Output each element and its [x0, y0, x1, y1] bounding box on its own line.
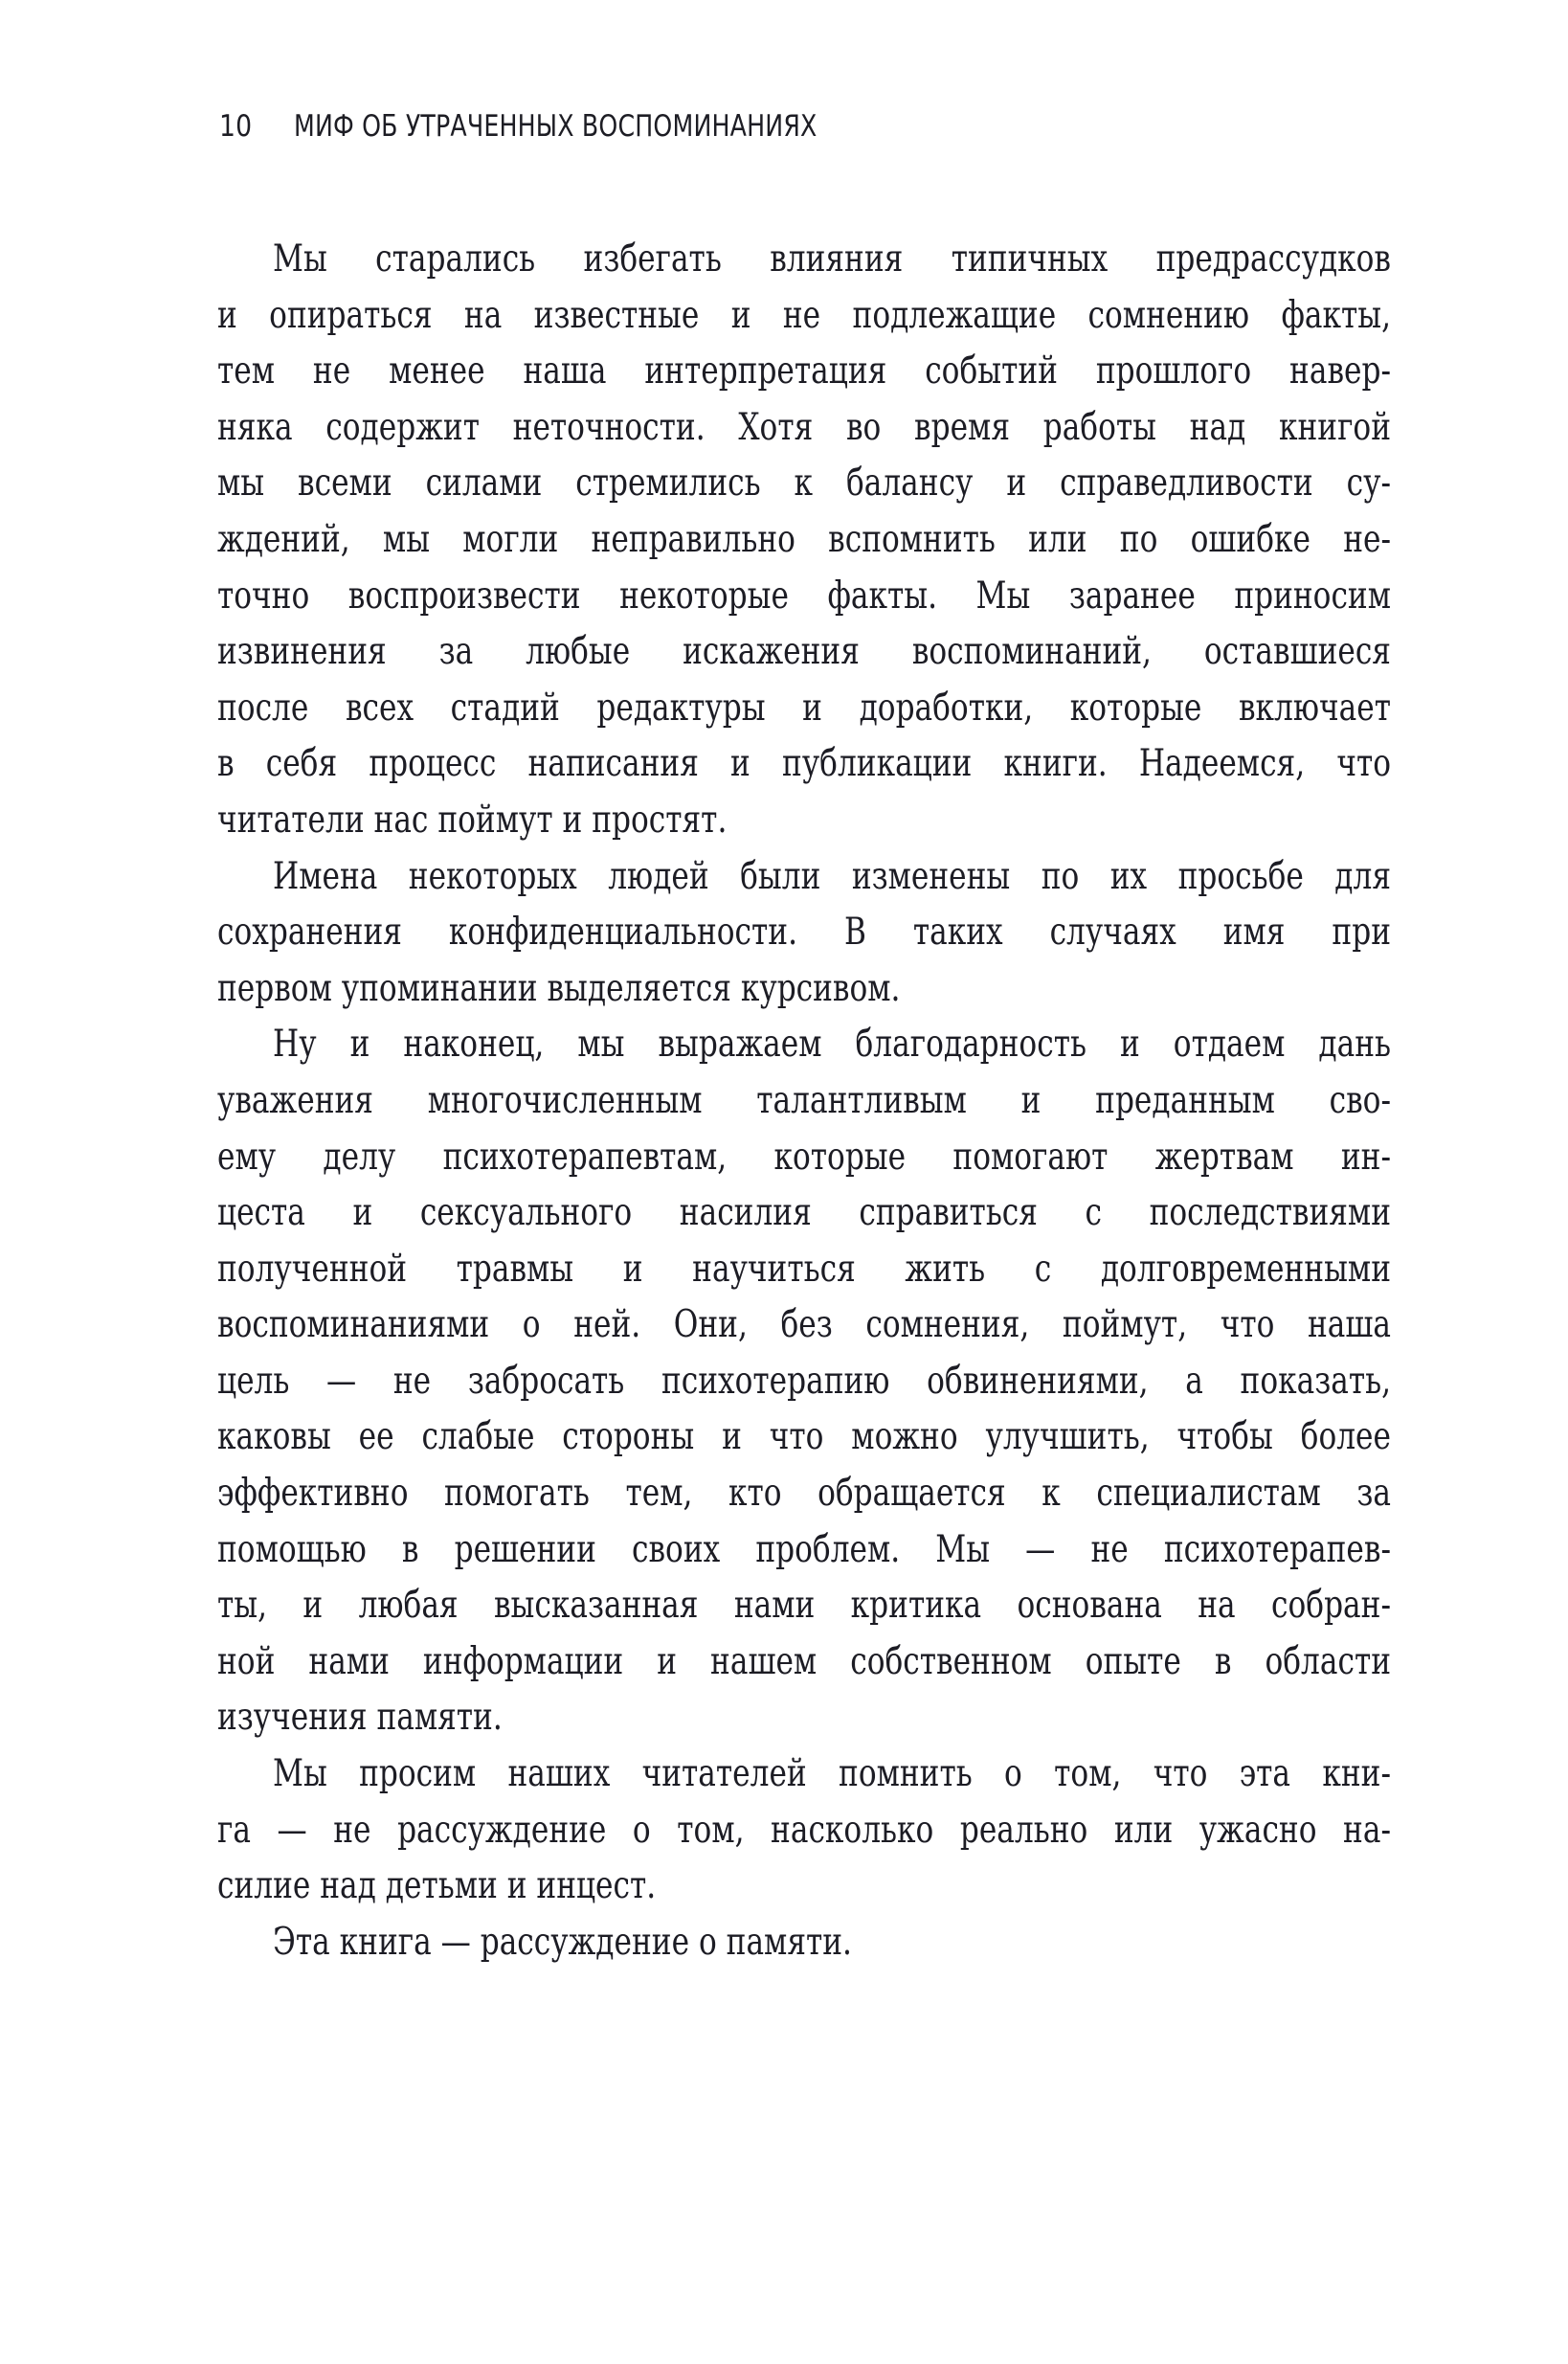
text-line: ты, и любая высказанная нами критика основана на собран-	[217, 1584, 1391, 1628]
text-line: читатели нас поймут и простят.	[217, 798, 728, 842]
page-number: 10	[219, 109, 253, 144]
text-line: изучения памяти.	[217, 1696, 503, 1740]
text-line: цеста и сексуального насилия справиться с последствиями	[217, 1191, 1391, 1235]
text-line: няка содержит неточности. Хотя во время работы над книгой	[217, 405, 1391, 449]
text-line: Мы просим наших читателей помнить о том, что эта кни-	[273, 1752, 1391, 1796]
paragraph-2	[217, 849, 1391, 1018]
text-line: ждений, мы могли неправильно вспомнить или по ошибке не-	[217, 517, 1391, 561]
text-line: Имена некоторых людей были изменены по их просьбе для	[273, 854, 1391, 898]
text-line: после всех стадий редактуры и доработки, которые включает	[217, 686, 1391, 730]
text-line: мы всеми силами стремились к балансу и справедливости су-	[217, 462, 1391, 506]
text-line: и опираться на известные и не подлежащие сомнению факты,	[217, 293, 1391, 337]
text-line: в себя процесс написания и публикации книги. Надеемся, что	[217, 742, 1391, 786]
text-line: тем не менее наша интерпретация событий прошлого навер-	[217, 349, 1391, 394]
text-line: помощью в решении своих проблем. Мы — не психотерапев-	[217, 1527, 1391, 1571]
text-line: силие над детьми и инцест.	[217, 1864, 657, 1908]
running-head-title: МИФ ОБ УТРАЧЕННЫХ ВОСПОМИНАНИЯХ	[294, 109, 818, 144]
text-line: воспоминаниями о ней. Они, без сомнения, поймут, что наша	[217, 1303, 1391, 1347]
text-line: Эта книга — рассуждение о памяти.	[273, 1920, 852, 1964]
text-line: ему делу психотерапевтам, которые помогают жертвам ин-	[217, 1135, 1391, 1179]
text-line: га — не рассуждение о том, насколько реально или ужасно на-	[217, 1808, 1391, 1852]
text-line: Ну и наконец, мы выражаем благодарность и отдаем дань	[273, 1023, 1391, 1067]
text-line: точно воспроизвести некоторые факты. Мы заранее приносим	[217, 574, 1391, 618]
text-line: ной нами информации и нашем собственном опыте в области	[217, 1639, 1391, 1683]
paragraph-5	[217, 1915, 1391, 1971]
text-line: Мы старались избегать влияния типичных предрассудков	[273, 237, 1391, 281]
text-line: цель — не забросать психотерапию обвинениями, а показать,	[217, 1359, 1391, 1403]
text-line: уважения многочисленным талантливым и преданным сво-	[217, 1078, 1391, 1122]
text-line: сохранения конфиденциальности. В таких случаях имя при	[217, 911, 1391, 955]
text-line: эффективно помогать тем, кто обращается к специалистам за	[217, 1472, 1391, 1516]
paragraph-1	[217, 232, 1391, 849]
text-line: полученной травмы и научиться жить с долговременными	[217, 1247, 1391, 1291]
body-text	[217, 232, 1391, 1970]
paragraph-4	[217, 1746, 1391, 1915]
text-line: первом упоминании выделяется курсивом.	[217, 966, 901, 1010]
paragraph-3	[217, 1017, 1391, 1746]
text-line: каковы ее слабые стороны и что можно улучшить, чтобы более	[217, 1415, 1391, 1459]
running-head	[219, 109, 936, 147]
text-line: извинения за любые искажения воспоминаний, оставшиеся	[217, 630, 1391, 674]
